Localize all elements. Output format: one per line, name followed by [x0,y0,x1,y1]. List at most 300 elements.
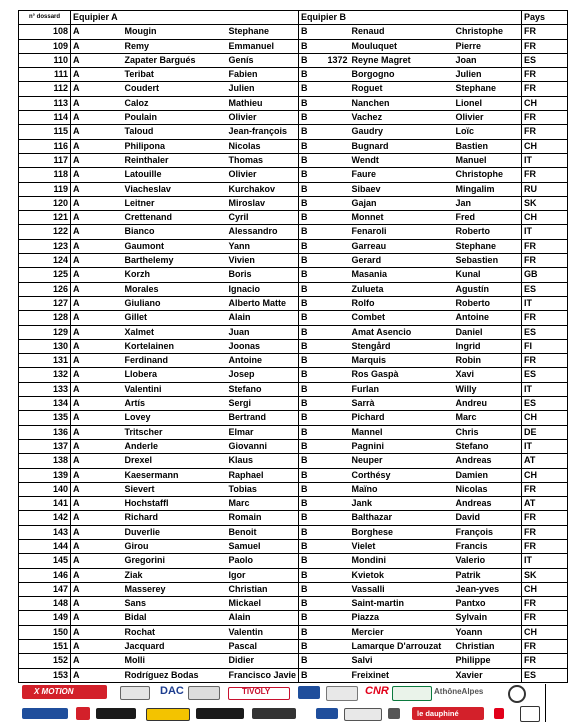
team-b-extra [313,468,350,482]
team-b-extra [313,96,350,110]
team-a-first-name: Ignacio [227,282,299,296]
team-a-first-name: Giovanni [227,439,299,453]
entry-row [19,68,568,82]
entry-row [19,239,568,253]
bib-number: 124 [19,254,71,268]
team-a-last-name: Gillet [123,311,227,325]
bib-number: 140 [19,482,71,496]
sponsor-row2-11 [520,706,540,722]
entry-row [19,368,568,382]
le-dauphine-logo: le dauphiné [417,709,459,718]
country-code: IT [522,554,568,568]
team-b-extra [313,539,350,553]
xmotion-logo-text: X MOTION [34,687,74,696]
team-b-last-name: Borgogno [350,68,454,82]
team-b-marker: B [299,211,313,225]
country-code: FR [522,254,568,268]
team-b-first-name: Fred [454,211,522,225]
entry-row [19,311,568,325]
sponsor-row2-8 [344,708,382,721]
team-a-first-name: Romain [227,511,299,525]
team-b-last-name: Lamarque D'arrouzat [350,640,454,654]
team-a-marker: A [71,225,123,239]
team-a-marker: A [71,425,123,439]
bib-number: 113 [19,96,71,110]
tivoly-logo: TIVOLY [242,687,271,696]
team-b-marker: B [299,668,313,682]
entry-row [19,211,568,225]
bib-number: 137 [19,439,71,453]
team-b-marker: B [299,282,313,296]
country-code: FR [522,654,568,668]
team-a-last-name: Zapater Bargués [123,53,227,67]
team-a-marker: A [71,554,123,568]
team-a-last-name: Richard [123,511,227,525]
team-a-first-name: Vivien [227,254,299,268]
team-a-marker: A [71,53,123,67]
team-b-first-name: Bastien [454,139,522,153]
team-a-marker: A [71,411,123,425]
team-b-extra [313,254,350,268]
team-b-marker: B [299,397,313,411]
team-a-marker: A [71,125,123,139]
sponsor-icon-c [298,686,320,699]
bib-number: 125 [19,268,71,282]
country-code: IT [522,153,568,167]
team-a-first-name: Pascal [227,640,299,654]
sponsor-row2-3 [96,708,136,719]
team-b-extra [313,668,350,682]
team-b-first-name: Marc [454,411,522,425]
team-a-marker: A [71,525,123,539]
team-b-marker: B [299,296,313,310]
team-b-last-name: Zulueta [350,282,454,296]
bib-number: 133 [19,382,71,396]
team-a-marker: A [71,439,123,453]
entry-row [19,96,568,110]
entry-row [19,597,568,611]
bib-number: 135 [19,411,71,425]
team-a-last-name: Tritscher [123,425,227,439]
entry-row [19,625,568,639]
team-b-marker: B [299,53,313,67]
entry-row [19,425,568,439]
team-b-last-name: Amat Asencio [350,325,454,339]
team-b-marker: B [299,640,313,654]
bib-number: 109 [19,39,71,53]
bib-number: 132 [19,368,71,382]
team-a-first-name: Francisco Javie [227,668,299,682]
team-b-last-name: Rolfo [350,296,454,310]
team-a-marker: A [71,39,123,53]
team-b-extra [313,211,350,225]
team-b-first-name: Andreu [454,397,522,411]
country-code: IT [522,382,568,396]
team-b-first-name: Xavi [454,368,522,382]
team-b-first-name: Chris [454,425,522,439]
bib-number: 121 [19,211,71,225]
country-code: FR [522,168,568,182]
team-b-last-name: Faure [350,168,454,182]
team-b-first-name: Christophe [454,25,522,39]
team-a-last-name: Viacheslav [123,182,227,196]
banner-divider [545,684,546,722]
team-b-last-name: Pagnini [350,439,454,453]
entry-row [19,25,568,39]
team-b-marker: B [299,96,313,110]
team-b-last-name: Marquis [350,354,454,368]
team-a-last-name: Caloz [123,96,227,110]
team-a-first-name: Nicolas [227,139,299,153]
team-b-extra [313,296,350,310]
team-b-extra [313,354,350,368]
team-b-extra [313,411,350,425]
bib-number: 114 [19,111,71,125]
team-b-first-name: Sylvain [454,611,522,625]
team-a-last-name: Gaumont [123,239,227,253]
sponsor-row2-7 [316,708,338,719]
team-b-marker: B [299,611,313,625]
bib-number: 128 [19,311,71,325]
country-code: FR [522,354,568,368]
country-code: FR [522,311,568,325]
team-b-last-name: Salvi [350,654,454,668]
team-b-marker: B [299,196,313,210]
team-a-marker: A [71,82,123,96]
entry-row [19,296,568,310]
team-b-marker: B [299,454,313,468]
country-code: AT [522,454,568,468]
team-b-extra [313,168,350,182]
country-code: FR [522,640,568,654]
team-a-first-name: Cyril [227,211,299,225]
country-code: CH [522,582,568,596]
sponsor-icon-a [120,686,150,700]
team-a-last-name: Giuliano [123,296,227,310]
team-b-extra [313,268,350,282]
country-code: ES [522,325,568,339]
team-b-marker: B [299,354,313,368]
team-a-last-name: Taloud [123,125,227,139]
team-b-last-name: Furlan [350,382,454,396]
team-a-last-name: Anderle [123,439,227,453]
team-a-first-name: Christian [227,582,299,596]
team-b-extra [313,111,350,125]
team-a-last-name: Jacquard [123,640,227,654]
team-a-marker: A [71,482,123,496]
team-b-last-name: Mondini [350,554,454,568]
team-b-first-name: David [454,511,522,525]
team-b-first-name: Robin [454,354,522,368]
team-a-last-name: Teribat [123,68,227,82]
team-b-extra [313,625,350,639]
team-b-marker: B [299,25,313,39]
entry-row [19,139,568,153]
team-a-marker: A [71,254,123,268]
team-b-marker: B [299,239,313,253]
entry-row [19,254,568,268]
bib-number: 134 [19,397,71,411]
team-b-marker: B [299,311,313,325]
team-b-extra [313,582,350,596]
bib-number: 139 [19,468,71,482]
team-a-marker: A [71,625,123,639]
team-b-first-name: Roberto [454,296,522,310]
team-b-first-name: Stephane [454,239,522,253]
team-a-last-name: Drexel [123,454,227,468]
cnr-logo: CNR [365,685,389,697]
team-b-marker: B [299,339,313,353]
team-b-marker: B [299,225,313,239]
team-b-marker: B [299,39,313,53]
country-code: CH [522,468,568,482]
team-b-first-name: Philippe [454,654,522,668]
team-b-marker: B [299,168,313,182]
bib-number: 120 [19,196,71,210]
entry-row [19,354,568,368]
team-b-first-name: Stefano [454,439,522,453]
team-b-marker: B [299,525,313,539]
team-a-last-name: Poulain [123,111,227,125]
bib-number: 130 [19,339,71,353]
team-b-last-name: Fenaroli [350,225,454,239]
team-b-last-name: Maïno [350,482,454,496]
country-code: FR [522,597,568,611]
entry-row [19,39,568,53]
country-code: CH [522,139,568,153]
team-b-first-name: Willy [454,382,522,396]
team-a-last-name: Korzh [123,268,227,282]
country-code: ES [522,668,568,682]
team-a-marker: A [71,454,123,468]
team-b-marker: B [299,82,313,96]
bib-number: 116 [19,139,71,153]
team-b-extra [313,439,350,453]
team-a-last-name: Sievert [123,482,227,496]
team-b-last-name: Neuper [350,454,454,468]
entry-row [19,53,568,67]
team-b-extra [313,611,350,625]
team-a-first-name: Boris [227,268,299,282]
bib-number: 150 [19,625,71,639]
header-row [19,11,568,25]
entry-row [19,668,568,682]
team-a-last-name: Lovey [123,411,227,425]
athone-alpes-logo: AthôneAlpes [434,687,484,696]
team-b-last-name: Mouluquet [350,39,454,53]
team-b-extra [313,382,350,396]
team-b-marker: B [299,511,313,525]
entry-row [19,153,568,167]
team-b-last-name: Roguet [350,82,454,96]
entry-row [19,511,568,525]
team-b-last-name: Mannel [350,425,454,439]
team-b-marker: B [299,411,313,425]
team-a-last-name: Rodríguez Bodas [123,668,227,682]
team-b-last-name: Piazza [350,611,454,625]
team-b-last-name: Gaudry [350,125,454,139]
team-b-first-name: Andreas [454,497,522,511]
team-b-extra [313,511,350,525]
team-b-first-name: Julien [454,68,522,82]
country-code: IT [522,296,568,310]
team-a-first-name: Antoine [227,354,299,368]
team-b-extra [313,282,350,296]
entry-row [19,654,568,668]
team-b-last-name: Vachez [350,111,454,125]
team-b-last-name: Jank [350,497,454,511]
team-a-header: Equipier A [71,11,299,25]
entry-row [19,196,568,210]
team-b-last-name: Combet [350,311,454,325]
entry-row [19,582,568,596]
team-b-extra [313,153,350,167]
bib-number-header: n° dossard [19,11,71,25]
team-a-last-name: Ziak [123,568,227,582]
team-b-marker: B [299,254,313,268]
entry-row [19,611,568,625]
team-a-first-name: Didier [227,654,299,668]
country-code: FR [522,525,568,539]
team-b-last-name: Mercier [350,625,454,639]
team-a-marker: A [71,25,123,39]
team-b-last-name: Bugnard [350,139,454,153]
team-a-first-name: Alessandro [227,225,299,239]
team-a-first-name: Yann [227,239,299,253]
team-b-extra [313,554,350,568]
team-a-last-name: Xalmet [123,325,227,339]
team-b-extra [313,597,350,611]
team-b-marker: B [299,497,313,511]
team-b-marker: B [299,439,313,453]
team-a-marker: A [71,168,123,182]
dac-logo: DAC [160,685,184,697]
country-code: FR [522,511,568,525]
team-b-extra [313,311,350,325]
team-b-extra [313,139,350,153]
entry-row [19,325,568,339]
team-a-first-name: Elmar [227,425,299,439]
team-a-first-name: Mathieu [227,96,299,110]
team-b-first-name: Roberto [454,225,522,239]
entry-row [19,525,568,539]
team-a-first-name: Josep [227,368,299,382]
bib-number: 110 [19,53,71,67]
team-b-marker: B [299,582,313,596]
team-b-marker: B [299,654,313,668]
bib-number: 147 [19,582,71,596]
team-b-extra [313,397,350,411]
entry-list-table [18,10,568,683]
team-a-first-name: Alain [227,311,299,325]
team-b-last-name: Vielet [350,539,454,553]
bib-number: 141 [19,497,71,511]
team-a-marker: A [71,311,123,325]
team-a-marker: A [71,511,123,525]
team-a-first-name: Genís [227,53,299,67]
team-b-extra [313,125,350,139]
team-a-marker: A [71,239,123,253]
team-a-marker: A [71,211,123,225]
team-b-extra [313,454,350,468]
team-a-first-name: Fabien [227,68,299,82]
bib-number: 146 [19,568,71,582]
bib-number: 142 [19,511,71,525]
team-b-last-name: Monnet [350,211,454,225]
bib-number: 108 [19,25,71,39]
team-b-first-name: Jean-yves [454,582,522,596]
team-a-last-name: Hochstaffl [123,497,227,511]
team-a-first-name: Paolo [227,554,299,568]
team-a-marker: A [71,153,123,167]
country-code: FR [522,125,568,139]
team-b-extra [313,654,350,668]
team-a-last-name: Barthelemy [123,254,227,268]
country-code: FR [522,25,568,39]
team-b-first-name: Christophe [454,168,522,182]
team-a-marker: A [71,339,123,353]
entry-row [19,382,568,396]
team-a-last-name: Philipona [123,139,227,153]
bib-number: 112 [19,82,71,96]
team-a-first-name: Olivier [227,168,299,182]
sponsor-row2-2 [76,707,90,720]
team-b-marker: B [299,368,313,382]
team-a-first-name: Stephane [227,25,299,39]
team-a-first-name: Joonas [227,339,299,353]
team-a-marker: A [71,354,123,368]
team-b-marker: B [299,153,313,167]
team-b-first-name: Manuel [454,153,522,167]
team-a-last-name: Kaesermann [123,468,227,482]
team-b-first-name: Yoann [454,625,522,639]
team-a-last-name: Rochat [123,625,227,639]
bib-number: 126 [19,282,71,296]
team-a-marker: A [71,268,123,282]
team-b-marker: B [299,182,313,196]
bib-number: 151 [19,640,71,654]
team-a-first-name: Stefano [227,382,299,396]
team-a-marker: A [71,668,123,682]
team-a-marker: A [71,640,123,654]
team-b-first-name: Daniel [454,325,522,339]
team-a-last-name: Duverlie [123,525,227,539]
team-a-last-name: Artís [123,397,227,411]
team-b-marker: B [299,268,313,282]
team-a-first-name: Raphael [227,468,299,482]
team-b-last-name: Corthésy [350,468,454,482]
team-a-marker: A [71,96,123,110]
bib-number: 138 [19,454,71,468]
entry-row [19,468,568,482]
team-a-first-name: Alberto Matte [227,296,299,310]
bib-number: 144 [19,539,71,553]
team-a-last-name: Girou [123,539,227,553]
entry-row [19,397,568,411]
team-a-last-name: Mougin [123,25,227,39]
country-code: CH [522,411,568,425]
team-a-first-name: Igor [227,568,299,582]
team-b-first-name: Jan [454,196,522,210]
team-a-first-name: Emmanuel [227,39,299,53]
team-a-marker: A [71,382,123,396]
team-b-extra [313,568,350,582]
team-a-marker: A [71,468,123,482]
team-b-extra [313,425,350,439]
team-b-header: Equipier B [299,11,522,25]
team-b-first-name: François [454,525,522,539]
entry-row [19,482,568,496]
